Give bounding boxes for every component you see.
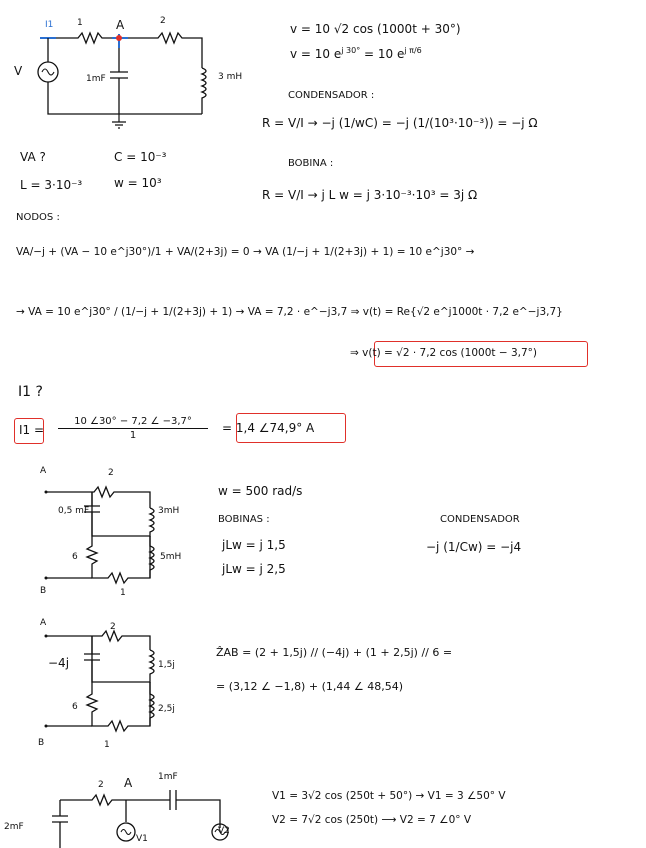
- omega-value: w = 500 rad/s: [218, 484, 303, 498]
- circuit-4-r2: 2: [98, 780, 104, 790]
- circuit-2-r6: 6: [72, 552, 78, 562]
- bobina-title: BOBINA :: [288, 158, 334, 169]
- circuit-2-r2: 2: [108, 468, 114, 478]
- condensador-title-2: CONDENSADOR: [440, 514, 520, 525]
- resistor-1-label: 1: [77, 18, 83, 28]
- circuit-2-cap: 0,5 mF: [58, 506, 90, 516]
- circuit-3-l1: 1,5j: [158, 660, 175, 670]
- source-label: V: [14, 64, 23, 78]
- circuit-2-l1: 3mH: [158, 506, 180, 516]
- va-solution: → VA = 10 e^j30° / (1/−j + 1/(2+3j) + 1) → VA = 7,2 · e^−j3,7 ⇒ v(t) = Re{√2 e^j1000t · 7,2 e^−j3,7}: [16, 306, 563, 318]
- node-a-label: A: [116, 18, 125, 32]
- circuit-2-diagram: [40, 470, 190, 590]
- circuit-3-r2: 2: [110, 622, 116, 632]
- circuit-2-node-a: A: [40, 466, 47, 476]
- node-equation: VA/−j + (VA − 10 e^j30°)/1 + VA/(2+3j) = 0 → VA (1/−j + 1/(2+3j) + 1) = 10 e^j30° →: [16, 246, 475, 258]
- i1-question: I1 ?: [18, 384, 43, 400]
- circuit-4-v2: V2: [218, 826, 230, 836]
- i1-fraction: [58, 416, 208, 441]
- i1-result: = 1,4 ∠74,9° A: [222, 421, 315, 435]
- voltage-time-expr: v = 10 √2 cos (1000t + 30°): [290, 22, 461, 36]
- vt-result: ⇒ v(t) = √2 · 7,2 cos (1000t − 3,7°): [350, 347, 538, 359]
- i1-numerator: 10 ∠30° − 7,2 ∠ −3,7°: [74, 416, 192, 427]
- voltage-phasor-expr: v = 10 $e^{j 30^\circ} = 10$ $e^{j \pi/6}$: [290, 46, 422, 61]
- zab-equation: ẐAB = (2 + 1,5j) // (−4j) + (1 + 2,5j) // 6 =: [216, 646, 453, 659]
- angular-frequency-value: w = 10³: [114, 176, 162, 190]
- v2-equation: V2 = 7√2 cos (250t) ⟶ V2 = 7 ∠0° V: [272, 814, 472, 826]
- circuit-3-l2: 2,5j: [158, 704, 175, 714]
- circuit-3-node-a: A: [40, 618, 47, 628]
- circuit-3-r6: 6: [72, 702, 78, 712]
- bobinas-title: BOBINAS :: [218, 514, 270, 525]
- circuit-2-l2: 5mH: [160, 552, 182, 562]
- circuit-2-node-b: B: [40, 586, 47, 596]
- bobina-2-eq: jLw = j 2,5: [222, 562, 286, 576]
- circuit-4-v1: V1: [136, 834, 148, 844]
- circuit-2-r1: 1: [120, 588, 126, 598]
- circuit-3-r1: 1: [104, 740, 110, 750]
- current-label-i1: I1: [45, 20, 54, 30]
- i1-label: I1 =: [19, 423, 45, 437]
- nodos-title: NODOS :: [16, 212, 60, 223]
- condensador-title: CONDENSADOR :: [288, 90, 375, 101]
- condensador-impedance-eq: R = V/I → −j (1/wC) = −j (1/(10³·10⁻³)) = −j Ω: [262, 116, 538, 130]
- circuit-4-cap2: 2mF: [4, 822, 24, 832]
- v1-equation: V1 = 3√2 cos (250t + 50°) → V1 = 3 ∠50° V: [272, 790, 506, 802]
- bobina-1-eq: jLw = j 1,5: [222, 538, 286, 552]
- circuit-3-cap: −4j: [48, 656, 70, 670]
- zab-polar: = (3,12 ∠ −1,8) + (1,44 ∠ 48,54): [216, 680, 403, 693]
- resistor-2-label: 2: [160, 16, 166, 26]
- coil-label: 3 mH: [218, 72, 243, 82]
- circuit-4-node-a: A: [124, 776, 133, 790]
- capacitor-label: 1mF: [86, 74, 106, 84]
- va-unknown: VA ?: [20, 150, 46, 164]
- capacitance-value: C = 10⁻³: [114, 150, 167, 164]
- i1-denominator: 1: [129, 430, 137, 441]
- inductance-value: L = 3·10⁻³: [20, 178, 83, 192]
- bobina-impedance-eq: R = V/I → j L w = j 3·10⁻³·10³ = 3j Ω: [262, 188, 478, 202]
- circuit-4-cap1: 1mF: [158, 772, 178, 782]
- circuit-3-diagram: [40, 622, 190, 740]
- condensador-eq-2: −j (1/Cw) = −j4: [426, 540, 522, 554]
- circuit-3-node-b: B: [38, 738, 45, 748]
